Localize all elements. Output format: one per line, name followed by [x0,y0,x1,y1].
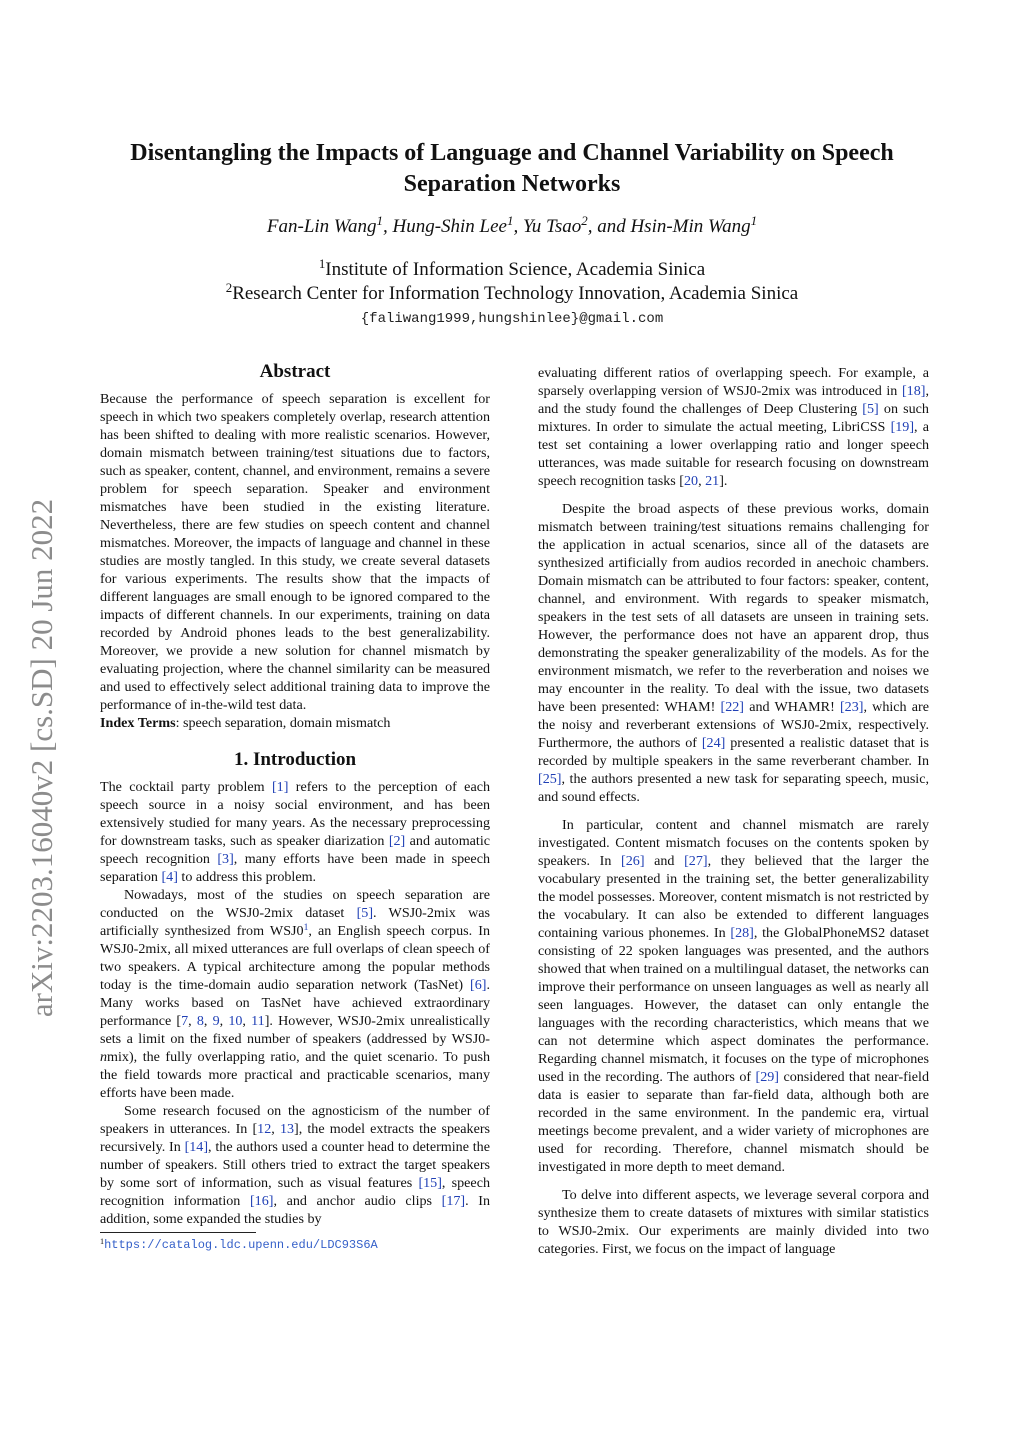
affiliation-mark: 2 [225,279,233,295]
introduction-heading: 1. Introduction [233,749,357,770]
citation-link[interactable]: [29] [755,1069,779,1085]
citation-link[interactable]: [24] [701,735,726,751]
citation-link[interactable]: 11 [251,1013,265,1029]
right-paragraph-1: evaluating different ratios of overlapping speech. For example, a sparsely overlapping version of WSJ0-2mix was introduced in [18], and the study found the challenges of Deep Clustering [5] on such mixtures. In order to simulate the actual meeting, LibriCSS [19], a test set containing a lower overlapping ratio and longer speech utterances, was made suitable for research focusing on downstream speech recognition tasks [20, 21]. [538,365,929,489]
author-email: {faliwang1999,hungshinlee}@gmail.com [360,311,664,327]
citation-link[interactable]: 13 [279,1121,295,1137]
index-terms-text: : speech separation, domain mismatch [175,715,391,731]
right-paragraph-2: Despite the broad aspects of these previous works, domain mismatch between training/test situations remains challenging for the application in actual scenarios, since all of the datasets are synthesized artificially from audios recorded in anechoic chambers. Domain mismatch can be attributed to four factors: speaker, content, channel, and environment. With regards to speaker mismatch, speakers in the test sets of all datasets are unseen in training sets. However, the performance does not have an apparent drop, thus demonstrating the speaker generalizability of the models. As for the environment mismatch, we refer to the reverberation and noises we may encounter in the reality. To deal with the issue, two datasets have been presented: WHAM! [22] and WHAMR! [23], which are the noisy and reverberant extensions of WSJ0-2mix, respectively. Furthermore, the authors of [24] presented a realistic dataset that is recorded by multiple speakers in the same reverberant chamber. In [25], the authors presented a new task for separating speech, music, and sound effects. [538,501,930,805]
citation-link[interactable]: [19] [890,419,915,435]
citation-link[interactable]: [23] [839,699,864,715]
citation-link[interactable]: [17] [441,1193,466,1209]
right-column [538,364,929,1258]
intro-paragraph-1: The cocktail party problem [1] refers to the perception of each speech source in a noisy social environment, and has been extensively studied for many years. As the necessary preprocessing for downstream tasks, such as speaker diarization [2] and automatic speech recognition [3], many efforts have been made in speech separation [4] to address this problem. [100,779,490,885]
citation-link[interactable]: [26] [621,853,645,869]
affiliation-mark: 1 [318,255,326,271]
author-name: Fan-Lin Wang [266,216,377,237]
citation-link[interactable]: 9 [212,1013,220,1029]
author-affiliation-mark: 1 [750,212,758,228]
citation-link[interactable]: [1] [271,779,289,795]
affiliation-2 [90,279,934,305]
index-terms-label: Index Terms [100,715,176,731]
citation-link[interactable]: [5] [356,905,374,921]
citation-link[interactable]: [28] [730,925,754,941]
citation-link[interactable]: [2] [388,833,406,849]
footnote-mark: 1 [100,1236,105,1246]
arxiv-stamp-text: arXiv:2203.16040v2 [cs.SD] 20 Jun 2022 [24,498,59,1018]
citation-link[interactable]: 20 [683,473,699,489]
abstract-heading: Abstract [259,361,331,382]
footnote-ref[interactable]: 1 [303,921,309,933]
footnote-link[interactable]: https://catalog.ldc.upenn.edu/LDC93S6A [104,1238,378,1252]
citation-link[interactable]: [27] [684,853,708,869]
citation-link[interactable]: [25] [538,771,562,787]
affiliation-1 [90,255,934,281]
citation-link[interactable]: [14] [184,1139,209,1155]
citation-link[interactable]: [16] [249,1193,274,1209]
arxiv-stamp [22,458,62,1058]
affiliation-text: Institute of Information Science, Academia Sinica [325,259,706,280]
author-name: Hung-Shin Lee [392,216,507,237]
citation-link[interactable]: 8 [196,1013,204,1029]
citation-link[interactable]: [22] [720,699,744,715]
citation-link[interactable]: 7 [181,1013,189,1029]
left-column [100,360,490,1253]
index-terms [100,714,490,732]
citation-link[interactable]: 21 [705,473,720,489]
citation-link[interactable]: 10 [228,1013,243,1029]
citation-link[interactable]: [4] [161,869,178,885]
abstract-text: Because the performance of speech separation is excellent for speech in which two speakers completely overlap, research attention has been shifted to dealing with more realistic scenarios. However, domain mismatch between training/test situations due to factors, such as speaker, content, channel, and environment, remains a severe problem for speech separation. Speaker and environment mismatches have been studied in the existing literature. Nevertheless, there are few studies on speech content and channel mismatches. Moreover, the impacts of language and channel in these studies are mostly tangled. In this study, we create several datasets for various experiments. The results show that the impacts of different languages are small enough to be ignored compared to the impacts of different channels. In our experiments, training on data recorded by Android phones leads to the best generalizability. Moreover, we provide a new solution for channel mismatch by evaluating projection, where the channel similarity can be measured and used to effectively select additional training data to improve the performance of in-the-wild test data. [100,391,490,713]
footnote [100,1237,490,1253]
author-name: Yu Tsao [522,216,582,237]
author-affiliation-mark: 1 [507,212,514,228]
paper-title: Disentangling the Impacts of Language and Channel Variability on Speech Separation Networks [130,140,894,197]
citation-link[interactable]: [15] [418,1175,442,1191]
italic-text: n [100,1049,108,1065]
author-list: Fan-Lin Wang$^1$, Hung-Shin Lee$^1$, Yu Tsao$^2$, and Hsin-Min Wang$^1$ [266,212,758,237]
citation-link[interactable]: [18] [901,383,926,399]
right-paragraph-4: To delve into different aspects, we leverage several corpora and synthesize them to create datasets of mixtures with similar statistics to WSJ0-2mix. Our experiments are mainly divided into two categories. First, we focus on the impact of language [538,1187,929,1257]
citation-link[interactable]: 12 [257,1121,272,1137]
right-paragraph-3: In particular, content and channel mismatch are rarely investigated. Content mismatch focuses on the contents spoken by speakers. In [26] and [27], they believed that the larger the vocabulary presented in the training set, the better generalizability the model possesses. Moreover, content mismatch is not restricted by the vocabulary. It can also be extended to different languages containing various phonemes. In [28], the GlobalPhoneMS2 dataset consisting of 22 spoken languages was presented, and the authors showed that when trained on a multilingual dataset, the networks can improve their performance on unseen languages as well as nearly all seen languages. However, the dataset can only entangle the languages with the recording characteristics, which means that we can not determine which aspect dominates the performance. Regarding channel mismatch, it focuses on the type of microphones used in the recording. The authors of [29] considered that near-field data is easier to separate than far-field data, although both are recorded in the same environment. In the pandemic era, virtual meetings become prevalent, and a wider variety of microphones are used for recording. Therefore, channel mismatch should be investigated in more depth to meet demand. [538,817,929,1175]
citation-link[interactable]: [6] [470,977,487,993]
author-affiliation-mark: 1 [376,212,383,228]
intro-paragraph-3: Some research focused on the agnosticism of the number of speakers in utterances. In [12, 13], the model extracts the speakers recursively. In [14], the authors used a counter head to determine the number of speakers. Still others tried to extract the target speakers by some sort of information, such as visual features [15], speech recognition information [16], and anchor audio clips [17]. In addition, some expanded the studies by [100,1103,490,1227]
author-name: Hsin-Min Wang [630,216,751,237]
intro-paragraph-2: Nowadays, most of the studies on speech separation are conducted on the WSJ0-2mix dataset [5]. WSJ0-2mix was artificially synthesized from WSJ0$^1$, an English speech corpus. In WSJ0-2mix, all mixed utterances are full overlaps of clean speech of two speakers. A typical architecture among the popular methods today is the time-domain audio separation network (TasNet) [6]. Many works based on TasNet have achieved extraordinary performance [7, 8, 9, 10, 11]. However, WSJ0-2mix unrealistically sets a limit on the fixed number of speakers (addressed by WSJ0-nmix), the fully overlapping ratio, and the quiet scenario. To push the field towards more practical and practicable scenarios, many efforts have been made. [100,887,490,1101]
citation-link[interactable]: [3] [217,851,234,867]
citation-link[interactable]: [5] [862,401,879,417]
affiliation-text: Research Center for Information Technology Innovation, Academia Sinica [232,283,799,304]
author-affiliation-mark: 2 [581,212,588,228]
